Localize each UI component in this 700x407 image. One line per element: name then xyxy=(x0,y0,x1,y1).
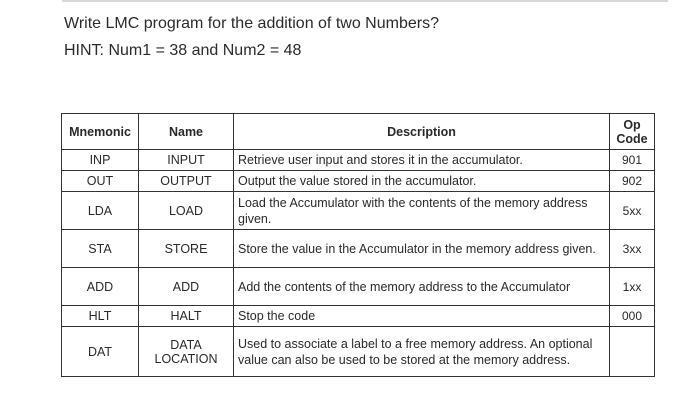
cell-mnemonic: STA xyxy=(62,230,139,268)
cell-description: Load the Accumulator with the contents of the memory address given. xyxy=(234,192,610,230)
table-header-row xyxy=(62,114,655,150)
cell-description: Used to associate a label to a free memory address. An optional value can also be used to be stored at the memory address. xyxy=(234,327,610,377)
header-description: Description xyxy=(234,114,610,150)
table-row xyxy=(62,150,655,171)
cell-opcode: 901 xyxy=(610,150,655,171)
header-mnemonic: Mnemonic xyxy=(62,114,139,150)
cell-mnemonic: DAT xyxy=(62,327,139,377)
table-row xyxy=(62,192,655,230)
cell-mnemonic: LDA xyxy=(62,192,139,230)
question-hint: HINT: Num1 = 38 and Num2 = 48 xyxy=(64,42,302,59)
cell-name: OUTPUT xyxy=(139,171,234,192)
lmc-instruction-table xyxy=(61,113,655,377)
table-row xyxy=(62,306,655,327)
cell-description: Stop the code xyxy=(234,306,610,327)
cell-opcode: 902 xyxy=(610,171,655,192)
table-row xyxy=(62,268,655,306)
table-row xyxy=(62,230,655,268)
cell-description: Add the contents of the memory address to the Accumulator xyxy=(234,268,610,306)
header-name: Name xyxy=(139,114,234,150)
table-row xyxy=(62,171,655,192)
cell-name xyxy=(139,327,234,377)
cell-description: Retrieve user input and stores it in the accumulator. xyxy=(234,150,610,171)
cell-mnemonic: OUT xyxy=(62,171,139,192)
cell-mnemonic: INP xyxy=(62,150,139,171)
table-row xyxy=(62,327,655,377)
cell-name: INPUT xyxy=(139,150,234,171)
cell-name: ADD xyxy=(139,268,234,306)
question-title: Write LMC program for the addition of two Numbers? xyxy=(64,15,439,32)
header-opcode-line2: Code xyxy=(616,131,648,146)
header-opcode-line1: Op xyxy=(623,117,641,132)
cell-name-line2: LOCATION xyxy=(154,351,218,366)
cell-opcode xyxy=(610,327,655,377)
cell-opcode: 000 xyxy=(610,306,655,327)
cell-name: HALT xyxy=(139,306,234,327)
cell-mnemonic: HLT xyxy=(62,306,139,327)
cell-opcode: 5xx xyxy=(610,192,655,230)
cell-opcode: 1xx xyxy=(610,268,655,306)
cell-name: STORE xyxy=(139,230,234,268)
header-opcode xyxy=(610,114,655,150)
cell-opcode: 3xx xyxy=(610,230,655,268)
top-divider xyxy=(62,0,668,2)
cell-description: Output the value stored in the accumulator. xyxy=(234,171,610,192)
cell-mnemonic: ADD xyxy=(62,268,139,306)
cell-name: LOAD xyxy=(139,192,234,230)
cell-name-line1: DATA xyxy=(170,337,202,352)
cell-description: Store the value in the Accumulator in the memory address given. xyxy=(234,230,610,268)
